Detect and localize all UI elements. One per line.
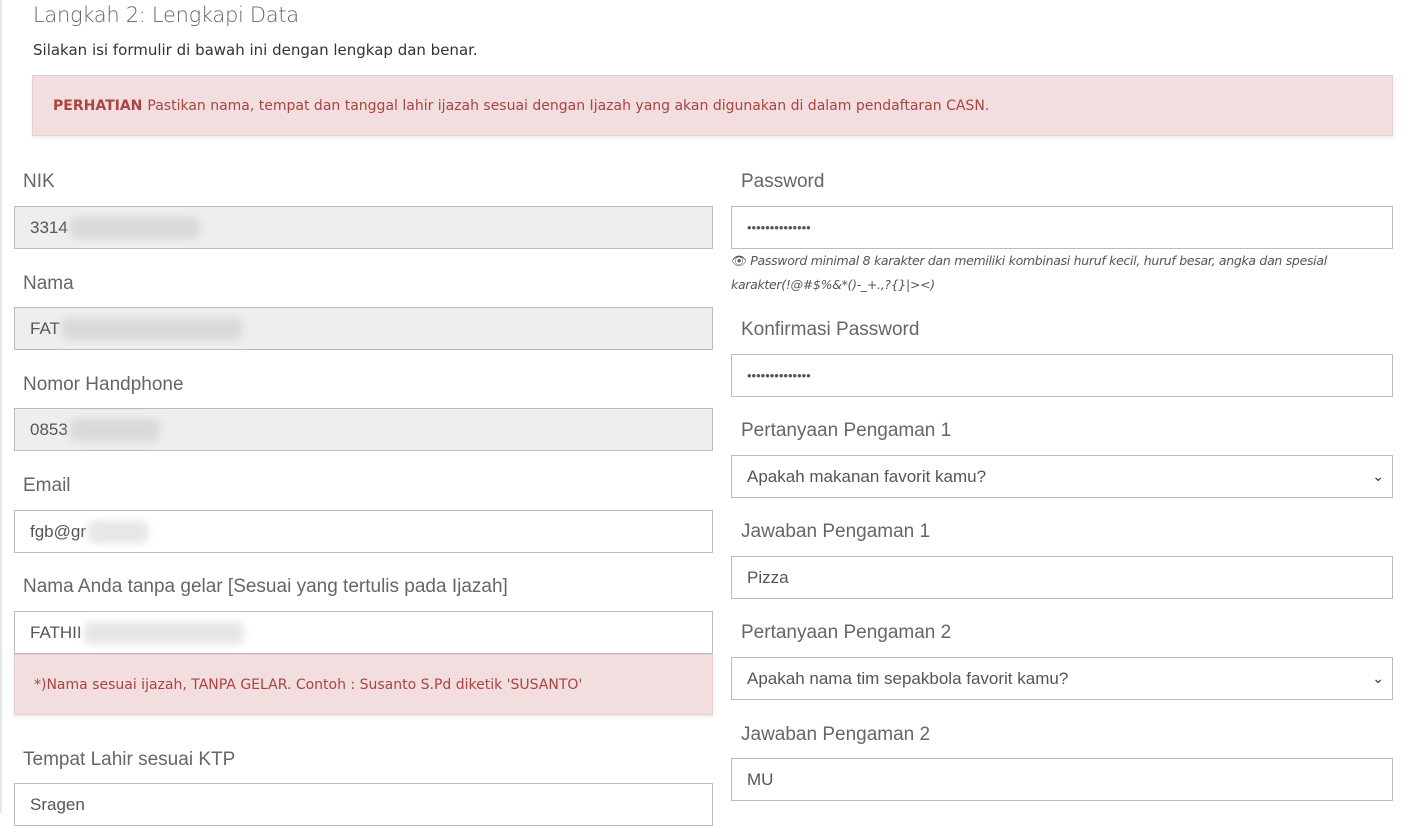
password-hint-text: Password minimal 8 karakter dan memiliki kombinasi huruf kecil, huruf besar, angka dan spesial karakter(!@#$%&*()-_+.,?{}|><) <box>731 253 1327 292</box>
password-hint <box>731 249 1371 297</box>
q2-label: Pertanyaan Pengaman 2 <box>741 622 952 643</box>
redacted-blur <box>62 318 242 340</box>
hp-value: 0853 <box>30 419 68 439</box>
nama-ijazah-label: Nama Anda tanpa gelar [Sesuai yang tertulis pada Ijazah] <box>23 576 508 597</box>
notice-strong: PERHATIAN <box>53 97 143 114</box>
chevron-down-icon: ⌄ <box>1372 468 1384 484</box>
redacted-blur <box>70 419 160 441</box>
q1-select[interactable] <box>731 455 1393 498</box>
redacted-blur <box>70 217 200 239</box>
a2-input[interactable]: MU <box>731 758 1393 801</box>
password-input[interactable]: •••••••••••••• <box>731 206 1393 249</box>
redacted-blur <box>88 521 148 543</box>
email-input[interactable] <box>14 510 713 553</box>
a1-input[interactable]: Pizza <box>731 556 1393 599</box>
chevron-down-icon: ⌄ <box>1372 670 1384 686</box>
nik-input[interactable] <box>14 206 713 249</box>
nama-ijazah-input[interactable] <box>14 611 713 654</box>
nama-input[interactable] <box>14 307 713 350</box>
notice-alert <box>32 75 1393 136</box>
q1-value: Apakah makanan favorit kamu? <box>747 466 987 486</box>
q1-label: Pertanyaan Pengaman 1 <box>741 420 952 441</box>
a1-label: Jawaban Pengaman 1 <box>741 521 931 542</box>
a2-label: Jawaban Pengaman 2 <box>741 724 931 745</box>
notice-text: Pastikan nama, tempat dan tanggal lahir ijazah sesuai dengan Ijazah yang akan digunakan di dalam pendaftaran CASN. <box>147 97 990 114</box>
email-label: Email <box>23 475 71 496</box>
nik-value: 3314 <box>30 217 68 237</box>
tempat-lahir-input[interactable] <box>14 783 713 826</box>
page-subtitle: Silakan isi formulir di bawah ini dengan lengkap dan benar. <box>33 41 478 59</box>
q2-value: Apakah nama tim sepakbola favorit kamu? <box>747 668 1069 688</box>
redacted-blur <box>84 622 244 644</box>
hp-input[interactable] <box>14 408 713 451</box>
q2-select[interactable] <box>731 657 1393 700</box>
tempat-lahir-label: Tempat Lahir sesuai KTP <box>23 749 236 770</box>
nama-label: Nama <box>23 273 74 294</box>
nama-value: FAT <box>30 318 60 338</box>
nama-ijazah-value: FATHII <box>30 622 82 642</box>
page-title: Langkah 2: Lengkapi Data <box>33 3 299 27</box>
konfirmasi-label: Konfirmasi Password <box>741 319 920 340</box>
nama-ijazah-note: *)Nama sesuai ijazah, TANPA GELAR. Contoh : Susanto S.Pd diketik 'SUSANTO' <box>14 654 713 715</box>
page-edge <box>0 0 2 813</box>
konfirmasi-input[interactable]: •••••••••••••• <box>731 354 1393 397</box>
nik-label: NIK <box>23 171 55 192</box>
eye-slash-icon[interactable]: 👁 <box>731 253 747 268</box>
hp-label: Nomor Handphone <box>23 374 184 395</box>
tempat-lahir-value: Sragen <box>30 795 85 814</box>
password-label: Password <box>741 171 825 192</box>
email-value: fgb@gr <box>30 521 87 541</box>
